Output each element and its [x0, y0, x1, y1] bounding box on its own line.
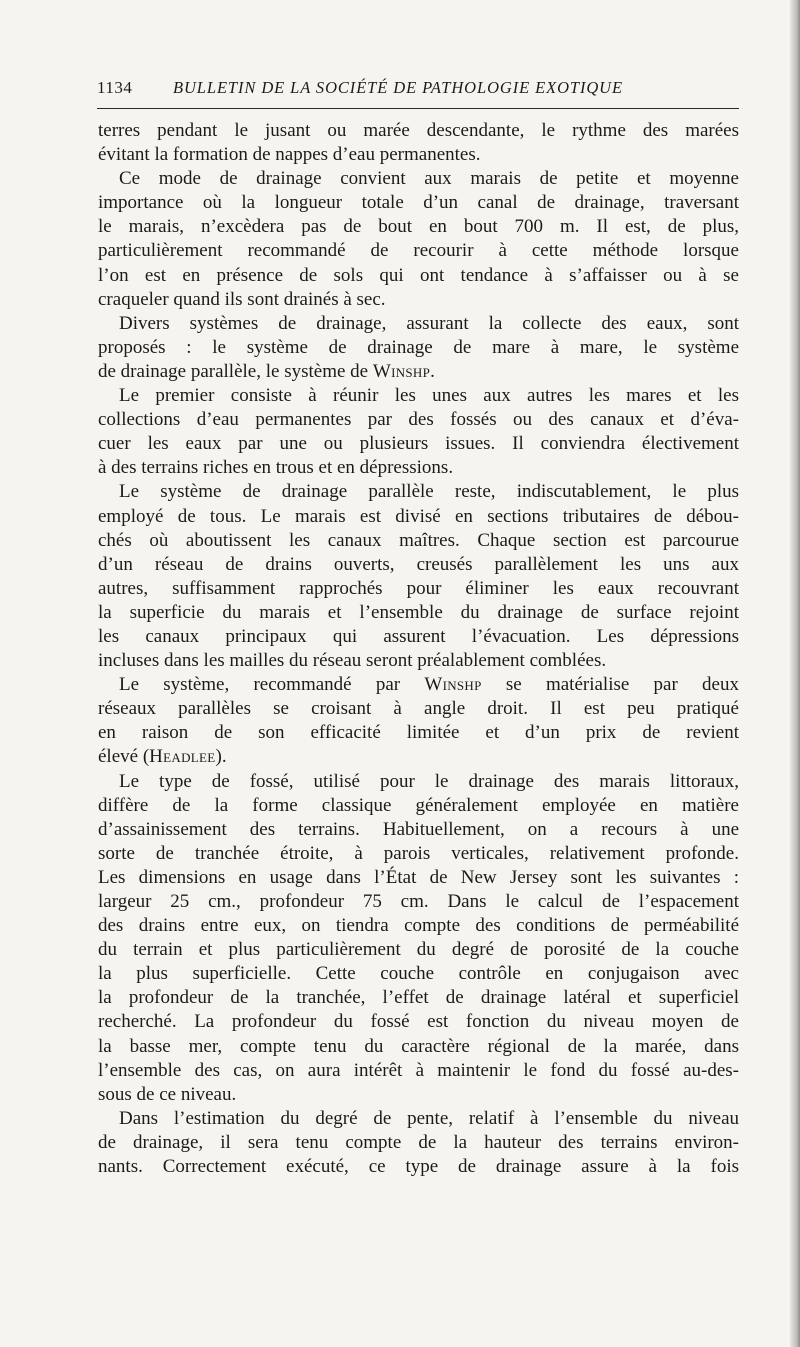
- text-line: Le système de drainage parallèle reste, indiscutablement, le plus: [119, 481, 739, 503]
- text-line: sorte de tranchée étroite, à parois verticales, relativement profonde.: [98, 842, 739, 864]
- text-line: du terrain et plus particulièrement du degré de porosité de la couche: [98, 939, 739, 961]
- text-line: recherché. La profondeur du fossé est fonction du niveau moyen de: [98, 1011, 739, 1033]
- text-line: importance où la longueur totale d’un canal de drainage, traversant: [98, 192, 739, 214]
- text-line: largeur 25 cm., profondeur 75 cm. Dans le calcul de l’espacement: [98, 891, 739, 912]
- page-number: 1134: [97, 78, 133, 97]
- header-rule: [97, 108, 739, 109]
- text-line: la profondeur de la tranchée, l’effet de drainage latéral et superficiel: [98, 987, 739, 1009]
- page-header: [97, 76, 739, 102]
- text-line: Ce mode de drainage convient aux marais de petite et moyenne: [119, 168, 739, 190]
- text-line: Le premier consiste à réunir les unes aux autres les mares et les: [119, 385, 739, 407]
- text-line: réseaux parallèles se croisant à angle droit. Il est peu pratiqué: [98, 698, 739, 720]
- text-line: diffère de la forme classique généralement employée en matière: [98, 794, 739, 816]
- text-line: d’un réseau de drains ouverts, creusés parallèlement les uns aux: [98, 553, 739, 575]
- text-line: particulièrement recommandé de recourir à cette méthode lorsque: [98, 240, 739, 262]
- text-line: le marais, n’excèdera pas de bout en bout 700 m. Il est, de plus,: [98, 216, 739, 238]
- text-line: évitant la formation de nappes d’eau permanentes.: [98, 144, 481, 166]
- text-line: autres, suffisamment rapprochés pour éliminer les eaux recouvrant: [98, 577, 739, 599]
- text-line: Le type de fossé, utilisé pour le drainage des marais littoraux,: [119, 770, 739, 792]
- running-title: BULLETIN DE LA SOCIÉTÉ DE PATHOLOGIE EXOTIQUE: [173, 78, 623, 97]
- text-line: craqueler quand ils sont drainés à sec.: [98, 288, 386, 310]
- text-line: la plus superficielle. Cette couche contrôle en conjugaison avec: [98, 963, 739, 985]
- text-line: Dans l’estimation du degré de pente, relatif à l’ensemble du niveau: [119, 1107, 739, 1129]
- author-name: Winshp: [372, 360, 431, 382]
- text-line: employé de tous. Le marais est divisé en sections tributaires de débou-: [98, 505, 739, 527]
- text-line: sous de ce niveau.: [98, 1083, 237, 1105]
- text-line: incluses dans les mailles du réseau seront préalablement comblées.: [98, 650, 607, 672]
- text-line: cuer les eaux par une ou plusieurs issues. Il conviendra électivement: [98, 433, 739, 455]
- text-line: la superficie du marais et l’ensemble du drainage de surface rejoint: [98, 601, 739, 623]
- text-line: d’assainissement des terrains. Habituellement, on a recours à une: [98, 818, 739, 840]
- text-line: terres pendant le jusant ou marée descendante, le rythme des marées: [98, 120, 739, 141]
- text-line: collections d’eau permanentes par des fossés ou des canaux et d’éva-: [98, 409, 739, 431]
- text-line: l’ensemble des cas, on aura intérêt à maintenir le fond du fossé au-des-: [98, 1059, 739, 1081]
- text-line: Le système, recommandé par Winshp se matérialise par deux: [119, 674, 739, 696]
- text-line: proposés : le système de drainage de mare à mare, le système: [98, 336, 739, 358]
- text-line: les canaux principaux qui assurent l’évacuation. Les dépressions: [98, 625, 739, 647]
- text-line: en raison de son efficacité limitée et d’un prix de revient: [98, 722, 739, 744]
- text-line: élevé (Headlee).: [98, 746, 227, 768]
- author-name: Winshp: [424, 674, 482, 696]
- page-edge-shadow: [790, 0, 800, 1347]
- text-line: l’on est en présence de sols qui ont tendance à s’affaisser ou à se: [98, 264, 739, 286]
- body-text: [98, 119, 739, 1179]
- text-line: des drains entre eux, on tiendra compte des conditions de perméabilité: [98, 915, 739, 937]
- text-line: de drainage, il sera tenu compte de la hauteur des terrains environ-: [98, 1131, 739, 1153]
- author-name: Headlee: [149, 746, 216, 768]
- text-line: nants. Correctement exécuté, ce type de drainage assure à la fois: [98, 1156, 739, 1178]
- text-line: de drainage parallèle, le système de Winshp.: [98, 360, 435, 382]
- text-line: Divers systèmes de drainage, assurant la collecte des eaux, sont: [119, 312, 739, 334]
- text-line: chés où aboutissent les canaux maîtres. Chaque section est parcourue: [98, 529, 739, 551]
- text-line: la basse mer, compte tenu du caractère régional de la marée, dans: [98, 1035, 739, 1057]
- text-line: à des terrains riches en trous et en dépressions.: [98, 457, 454, 479]
- text-line: Les dimensions en usage dans l’État de New Jersey sont les suivantes :: [98, 866, 739, 888]
